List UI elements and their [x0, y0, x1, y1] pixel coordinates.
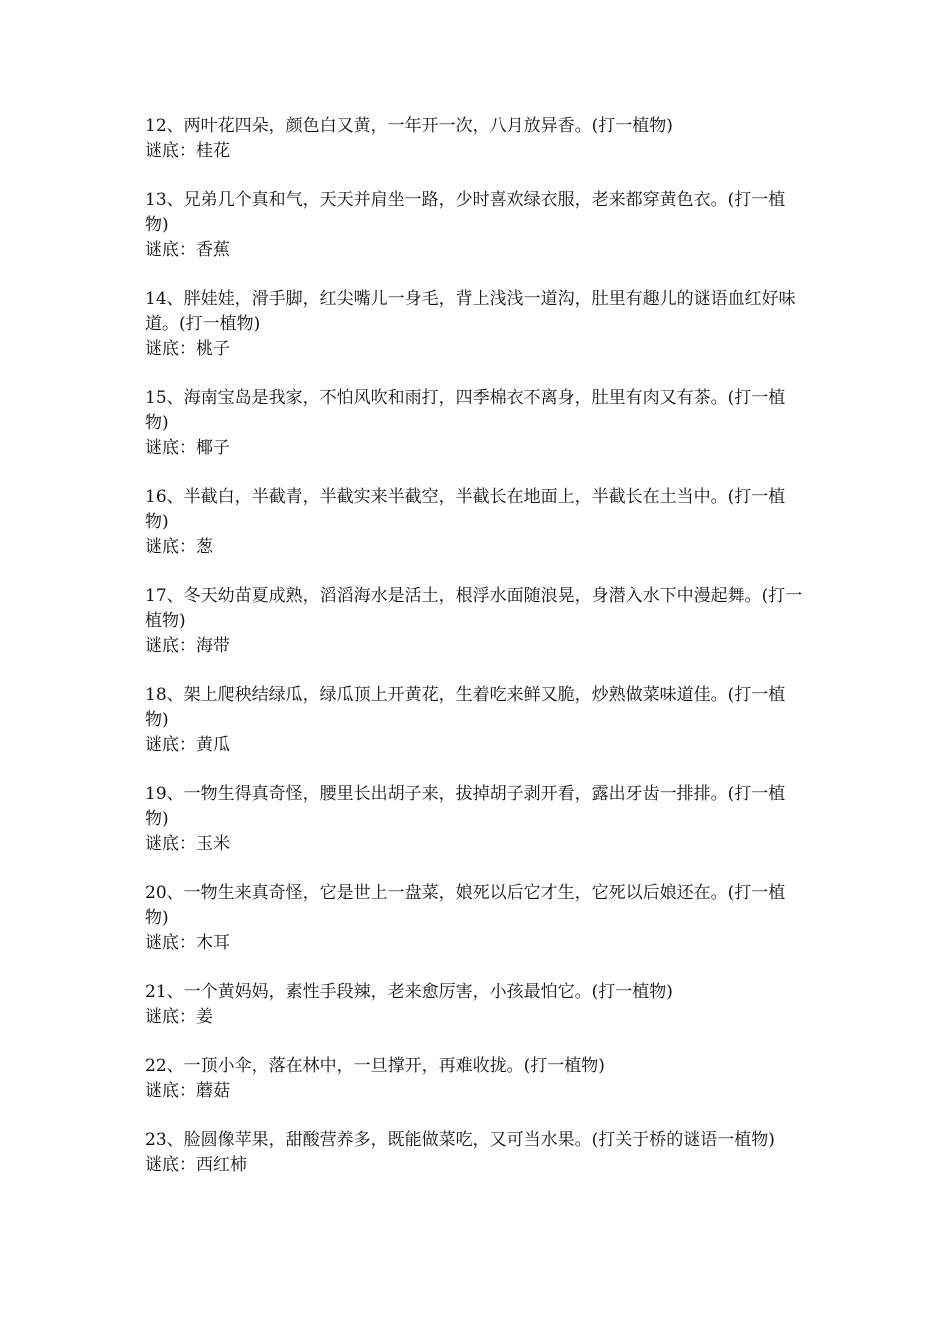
riddle-answer: 谜底：葱: [145, 537, 213, 557]
riddle-question: 17、冬天幼苗夏成熟，滔滔海水是活土，根浮水面随浪晃，身潜入水下中漫起舞。(打一植物): [145, 586, 803, 631]
riddle-question: 16、半截白，半截青，半截实来半截空，半截长在地面上，半截长在土当中。(打一植物): [145, 487, 786, 532]
riddle-item: [145, 1128, 807, 1178]
riddle-list: [145, 114, 807, 1202]
riddle-question: 20、一物生来真奇怪，它是世上一盘菜，娘死以后它才生，它死以后娘还在。(打一植物): [145, 883, 786, 928]
riddle-answer: 谜底：黄瓜: [145, 735, 230, 755]
riddle-item: [145, 386, 807, 461]
riddle-question: 15、海南宝岛是我家，不怕风吹和雨打，四季棉衣不离身，肚里有肉又有茶。(打一植物): [145, 388, 786, 433]
riddle-question: 19、一物生得真奇怪，腰里长出胡子来，拔掉胡子剥开看，露出牙齿一排排。(打一植物): [145, 784, 786, 829]
riddle-answer: 谜底：蘑菇: [145, 1081, 230, 1101]
riddle-item: [145, 683, 807, 758]
riddle-item: [145, 188, 807, 263]
riddle-answer: 谜底：西红柿: [145, 1155, 247, 1175]
riddle-answer: 谜底：玉米: [145, 834, 230, 854]
riddle-question: 22、一顶小伞，落在林中，一旦撑开，再难收拢。(打一植物): [145, 1056, 605, 1076]
riddle-answer: 谜底：香蕉: [145, 240, 230, 260]
riddle-item: [145, 881, 807, 956]
riddle-item: [145, 485, 807, 560]
riddle-item: [145, 782, 807, 857]
riddle-answer: 谜底：姜: [145, 1007, 213, 1027]
riddle-question: 18、架上爬秧结绿瓜，绿瓜顶上开黄花，生着吃来鲜又脆，炒熟做菜味道佳。(打一植物): [145, 685, 786, 730]
riddle-item: [145, 114, 807, 164]
riddle-item: [145, 980, 807, 1030]
riddle-item: [145, 1054, 807, 1104]
riddle-answer: 谜底：椰子: [145, 438, 230, 458]
riddle-item: [145, 287, 807, 362]
riddle-answer: 谜底：海带: [145, 636, 230, 656]
riddle-question: 14、胖娃娃，滑手脚，红尖嘴儿一身毛，背上浅浅一道沟，肚里有趣儿的谜语血红好味道。(打一植物): [145, 289, 796, 334]
riddle-answer: 谜底：木耳: [145, 933, 230, 953]
riddle-question: 12、两叶花四朵，颜色白又黄，一年开一次，八月放异香。(打一植物): [145, 116, 673, 136]
riddle-question: 21、一个黄妈妈，素性手段辣，老来愈厉害，小孩最怕它。(打一植物): [145, 982, 673, 1002]
riddle-item: [145, 584, 807, 659]
riddle-answer: 谜底：桃子: [145, 339, 230, 359]
riddle-question: 13、兄弟几个真和气，天天并肩坐一路，少时喜欢绿衣服，老来都穿黄色衣。(打一植物): [145, 190, 786, 235]
riddle-question: 23、脸圆像苹果，甜酸营养多，既能做菜吃，又可当水果。(打关于桥的谜语一植物): [145, 1130, 775, 1150]
riddle-answer: 谜底：桂花: [145, 141, 230, 161]
